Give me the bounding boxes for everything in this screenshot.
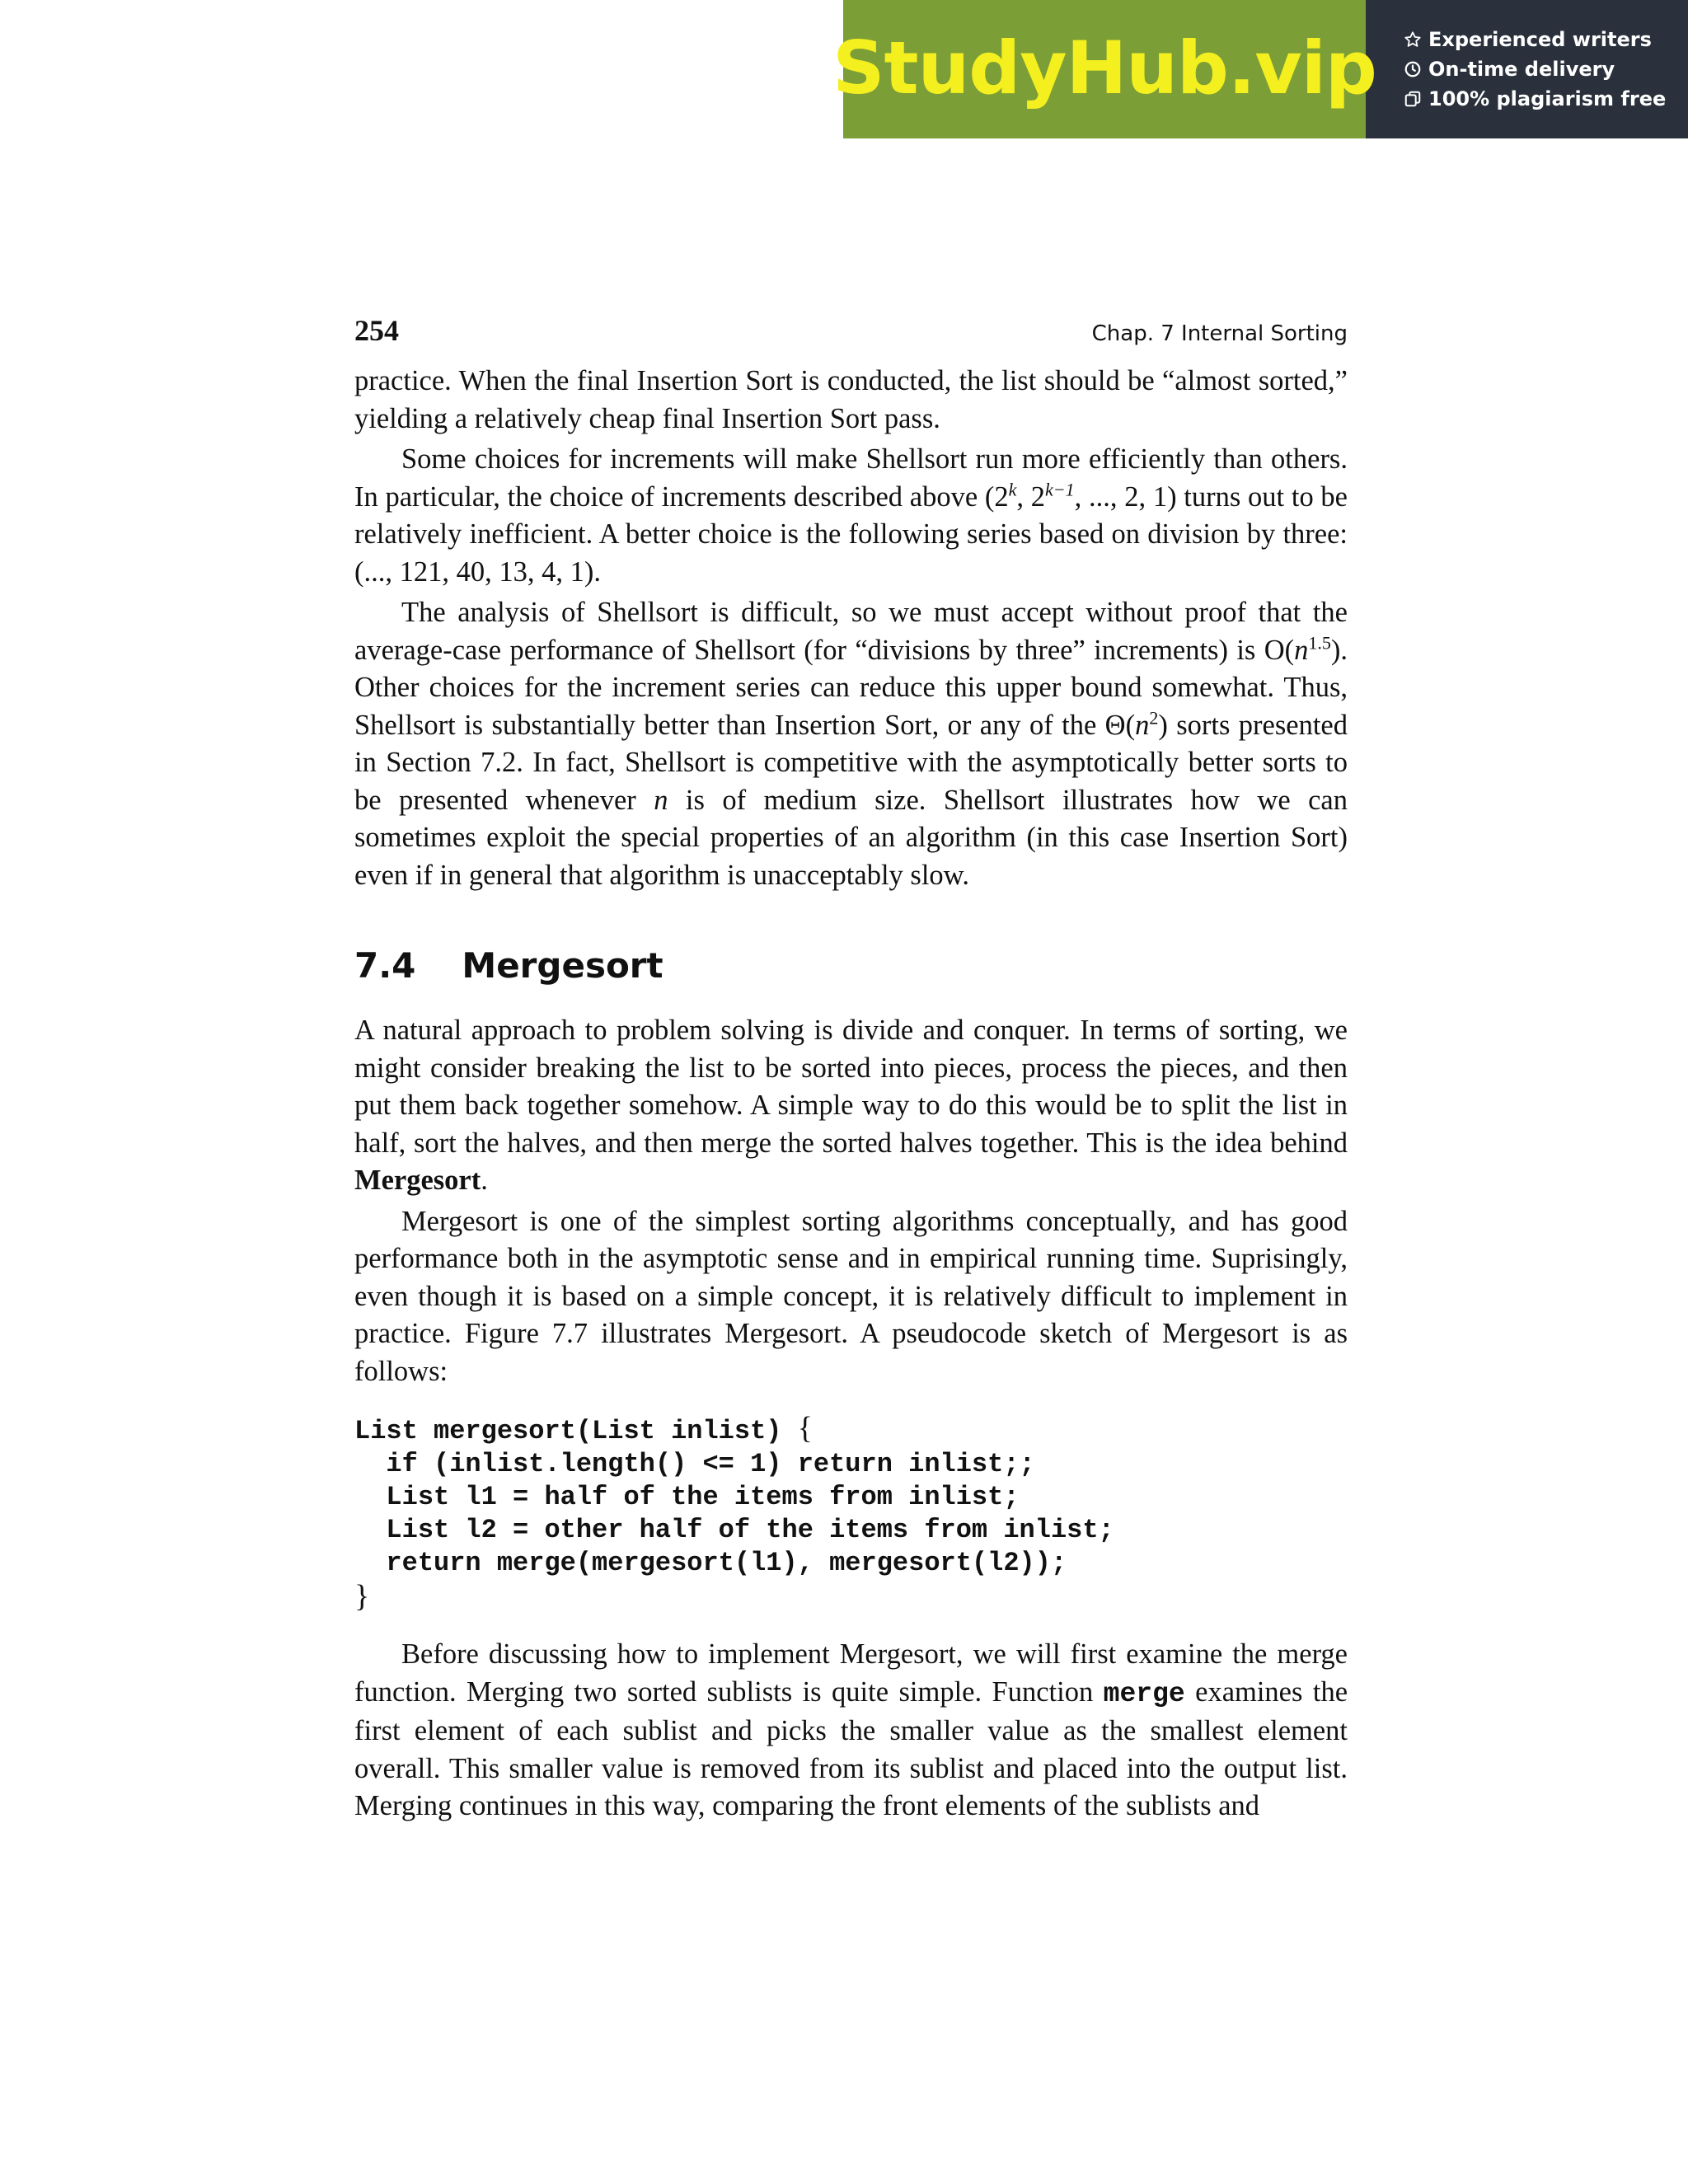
paragraph: The analysis of Shellsort is difficult, so we must accept without proof that the average-case performance of Shellsort (for “divisions by three” increments) is $O(n^{1.5})$. Other choices for the increment series can reduce this upper bound somewhat. Thus, Shellsort is substantially better than Insertion Sort, or any of the $\Theta(n^2)$ sorts presented in Section 7.2. In fact, Shellsort is competitive with the asymptotically better sorts to be presented whenever n is of medium size. Shellsort illustrates how we can sometimes exploit the special properties of an algorithm (in this case Insertion Sort) even if in general that algorithm is unacceptably slow. xyxy=(354,597,1348,891)
section-number: 7.4 xyxy=(354,945,416,986)
brand-logo: StudyHub.vip xyxy=(832,25,1376,110)
banner-features xyxy=(1366,0,1688,138)
paragraph: Some choices for increments will make Shellsort run more efficiently than others. In particular, the choice of increments described above (2$^k$, $2^{k-1}$, ..., 2, 1) turns out to be relatively inefficient. A better choice is the following series based on division by three: (..., 121, 40, 13, 4, 1). xyxy=(354,443,1348,588)
paragraph: A natural approach to problem solving is divide and conquer. In terms of sorting, we might consider breaking the list to be sorted into pieces, process the pieces, and then put them back together somehow. A simple way to do this would be to split the list in half, sort the halves, and then merge the sorted halves together. This is the idea behind Mergesort. xyxy=(354,1015,1348,1196)
section-title: Mergesort xyxy=(462,945,663,986)
paragraph: Mergesort is one of the simplest sorting algorithms conceptually, and has good performance both in the asymptotic sense and in empirical running time. Suprisingly, even though it is based on a simple concept, it is relatively difficult to implement in practice. Figure 7.7 illustrates Mergesort. A pseudocode sketch of Mergesort is as follows: xyxy=(354,1205,1348,1387)
clock-icon xyxy=(1404,60,1422,78)
feature-item xyxy=(1404,87,1688,110)
page-number: 254 xyxy=(354,314,399,347)
inline-code: merge xyxy=(1103,1678,1185,1709)
feature-item xyxy=(1404,28,1688,51)
running-header xyxy=(354,313,1348,363)
paragraph: Before discussing how to implement Mergesort, we will first examine the merge function. Merging two sorted sublists is quite simple. Function merge examines the first element of each sublist and picks the smaller value as the smallest element overall. This smaller value is removed from its sublist and placed into the output list. Merging continues in this way, comparing the front elements of the sublists and xyxy=(354,1638,1348,1821)
feature-label: On-time delivery xyxy=(1428,58,1615,81)
banner-brand-panel xyxy=(832,0,1376,138)
document-page xyxy=(354,313,1348,1825)
star-icon xyxy=(1404,30,1422,49)
copy-icon xyxy=(1404,90,1422,108)
feature-label: 100% plagiarism free xyxy=(1428,87,1667,110)
ad-banner[interactable] xyxy=(832,0,1688,138)
chapter-title: Chap. 7 Internal Sorting xyxy=(1091,321,1348,346)
feature-item xyxy=(1404,58,1688,81)
code-block: List mergesort(List inlist) { if (inlist.length() <= 1) return inlist;; List l1 = half of the items from inlist; List l2 = other half of the items from inlist; return merge(mergesort(l1), mergesort(l2)); } xyxy=(354,1411,1114,1614)
feature-label: Experienced writers xyxy=(1428,28,1652,51)
paragraph: practice. When the final Insertion Sort is conducted, the list should be “almost sorted,” yielding a relatively cheap final Insertion Sort pass. xyxy=(354,365,1348,434)
section-heading xyxy=(354,945,1348,986)
